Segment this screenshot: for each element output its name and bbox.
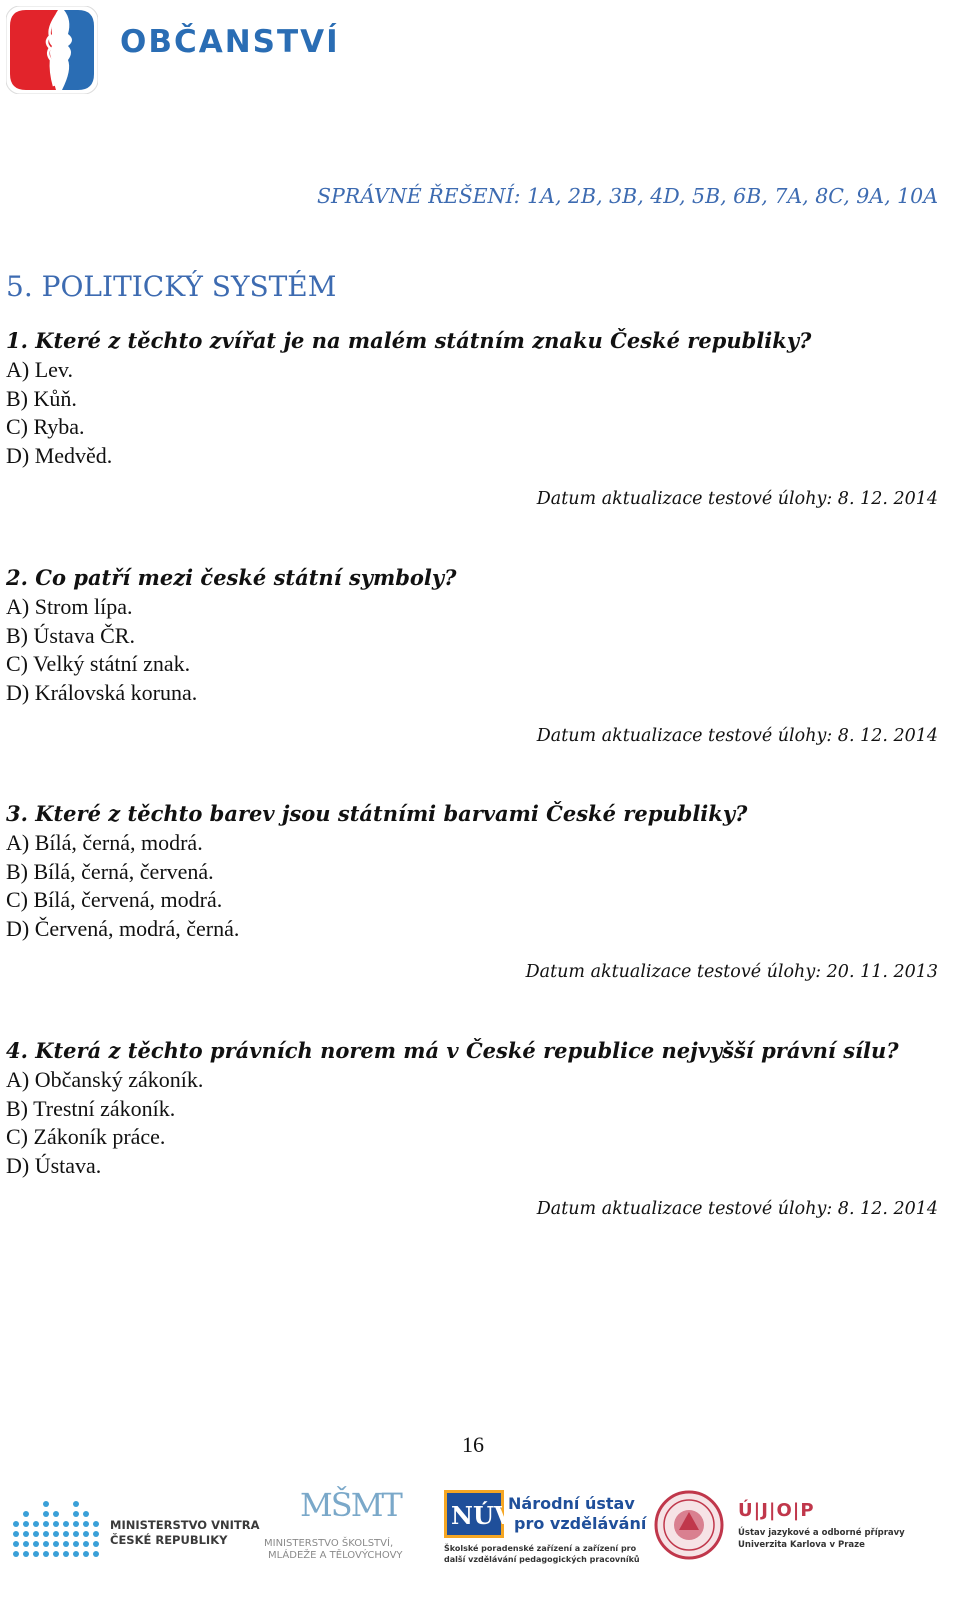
dots-grid-icon <box>10 1494 102 1558</box>
question-title: 2. Co patří mezi české státní symboly? <box>6 565 457 590</box>
seal-icon <box>654 1490 724 1560</box>
option: C) Ryba. <box>6 414 85 439</box>
correct-answers: SPRÁVNÉ ŘEŠENÍ: 1A, 2B, 3B, 4D, 5B, 6B, 7A, 8C, 9A, 10A <box>316 184 938 208</box>
mv-line-2: ČESKÉ REPUBLIKY <box>110 1533 228 1547</box>
question-4 <box>6 1036 946 1180</box>
option: C) Zákoník práce. <box>6 1124 166 1149</box>
ujop-line-1: Ústav jazykové a odborné přípravy <box>738 1528 905 1538</box>
question-title: 1. Které z těchto zvířat je na malém státním znaku České republiky? <box>6 328 812 353</box>
option: A) Strom lípa. <box>6 594 133 619</box>
update-date: Datum aktualizace testové úlohy: 8. 12. 2014 <box>536 1199 938 1219</box>
nuv-line-1: Národní ústav <box>508 1494 635 1513</box>
update-date: Datum aktualizace testové úlohy: 20. 11. 2013 <box>525 962 938 982</box>
mv-cr-logo <box>10 1492 260 1562</box>
question-title: 4. Která z těchto právních norem má v České republice nejvyšší právní sílu? <box>6 1038 899 1063</box>
section-title: 5. POLITICKÝ SYSTÉM <box>6 270 337 303</box>
partner-logos-footer <box>0 1478 960 1588</box>
msmt-abbr: MŠMT <box>300 1486 401 1524</box>
mv-line-1: MINISTERSTVO VNITRA <box>110 1518 260 1532</box>
option: B) Bílá, černá, červená. <box>6 858 214 884</box>
nuv-badge <box>444 1490 513 1538</box>
nuv-abbr: NÚV <box>451 1501 513 1530</box>
option: B) Ústava ČR. <box>6 622 135 648</box>
option: C) Bílá, červená, modrá. <box>6 887 223 912</box>
question-1 <box>6 326 946 470</box>
obcanstvi-logo <box>6 6 98 94</box>
profiles-logo-icon <box>6 6 98 94</box>
option: D) Královská koruna. <box>6 679 198 705</box>
brand-title: OBČANSTVÍ <box>120 24 340 60</box>
option: A) Bílá, černá, modrá. <box>6 830 203 855</box>
msmt-line-1: MINISTERSTVO ŠKOLSTVÍ, <box>264 1538 394 1549</box>
ujop-line-2: Univerzita Karlova v Praze <box>738 1540 865 1550</box>
option: B) Trestní zákoník. <box>6 1095 176 1121</box>
ujop-logo <box>738 1500 905 1560</box>
option: C) Velký státní znak. <box>6 651 191 676</box>
option: A) Lev. <box>6 357 73 382</box>
nuv-line-4: další vzdělávání pedagogických pracovníků <box>444 1555 640 1564</box>
update-date: Datum aktualizace testové úlohy: 8. 12. 2014 <box>536 489 938 509</box>
option: D) Červená, modrá, černá. <box>6 915 240 941</box>
question-title: 3. Které z těchto barev jsou státními barvami České republiky? <box>6 801 748 826</box>
msmt-logo <box>262 1486 418 1568</box>
option: D) Ústava. <box>6 1152 102 1178</box>
nuv-line-3: Školské poradenské zařízení a zařízení pro <box>444 1544 637 1553</box>
page-number: 16 <box>462 1432 484 1457</box>
update-date: Datum aktualizace testové úlohy: 8. 12. 2014 <box>536 726 938 746</box>
msmt-line-2: MLÁDEŽE A TĚLOVÝCHOVY <box>268 1550 403 1561</box>
option: B) Kůň. <box>6 385 77 411</box>
option: A) Občanský zákoník. <box>6 1067 204 1092</box>
charles-university-seal <box>654 1490 724 1560</box>
question-2 <box>6 563 946 707</box>
nuv-logo <box>444 1490 647 1574</box>
option: D) Medvěd. <box>6 442 113 468</box>
nuv-line-2: pro vzdělávání <box>514 1514 647 1533</box>
ujop-abbr: Ú|J|O|P <box>738 1500 815 1521</box>
question-3 <box>6 799 946 943</box>
